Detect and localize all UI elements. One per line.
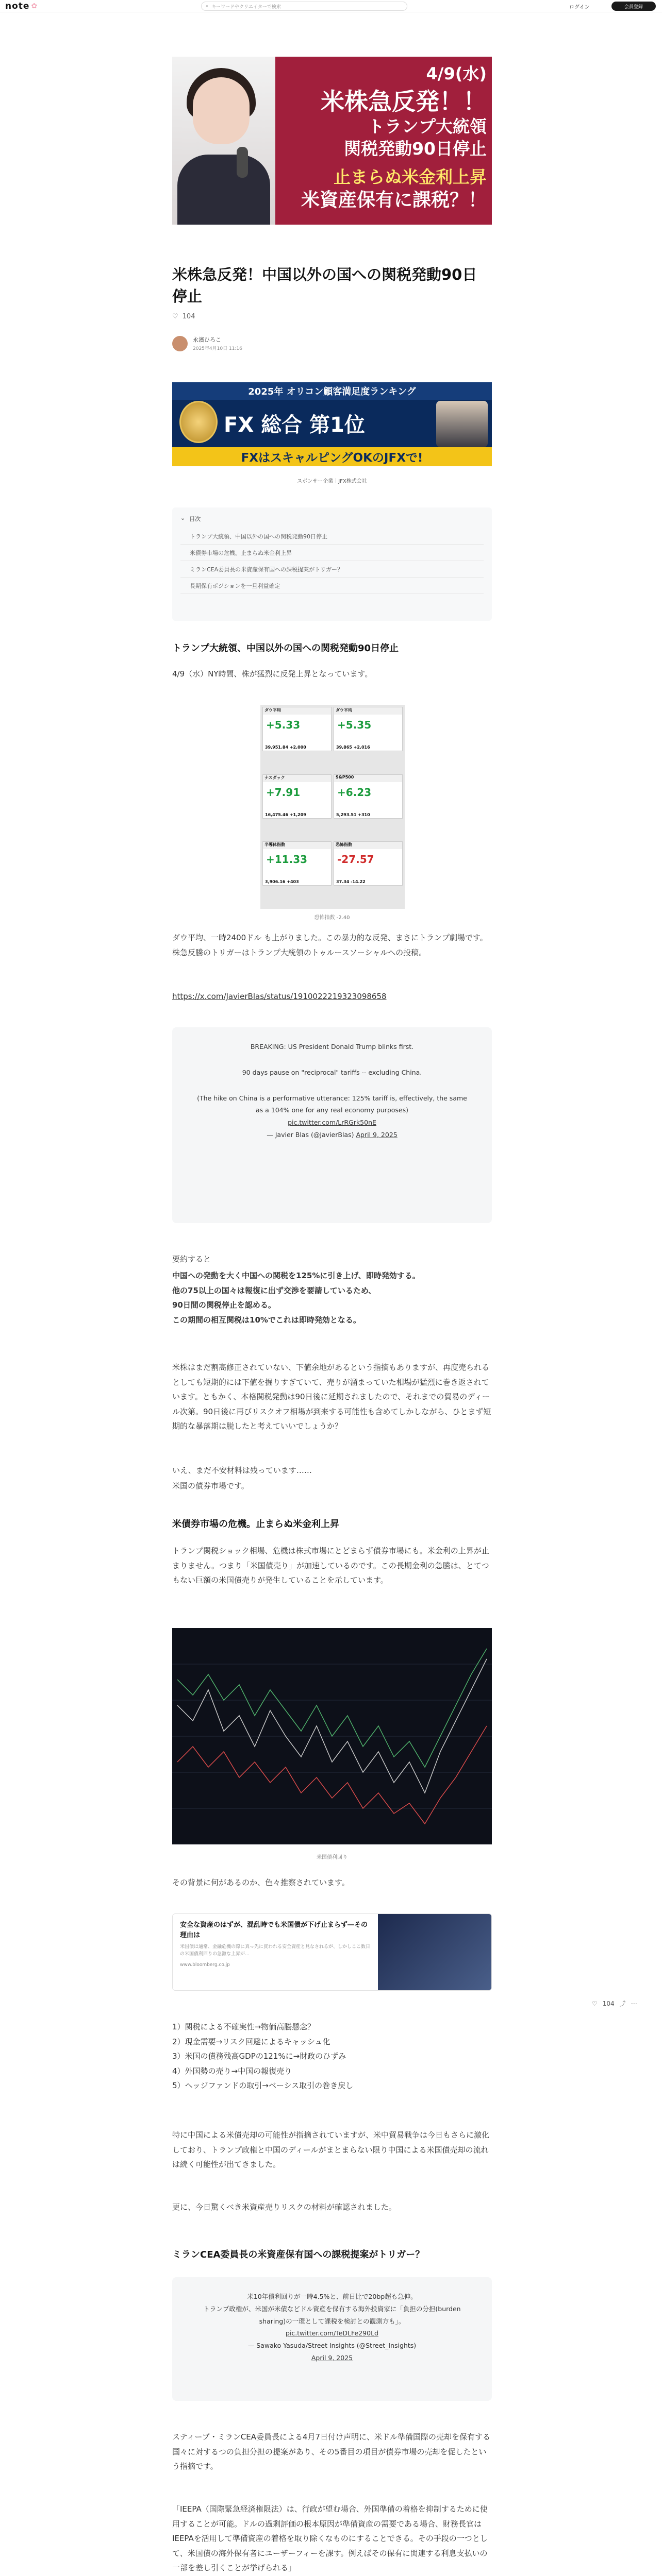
stock-tile [262, 774, 332, 819]
toc-item[interactable]: ミランCEA委員長の米資産保有国への課税提案がトリガー？ [180, 561, 484, 578]
card-title: 安全な資産のはずが、混乱時でも米国債が下げ止まらず―その理由は [180, 1921, 368, 1939]
tweet-date-link[interactable]: April 9, 2025 [356, 1130, 398, 1139]
stock-level: 39,951.84 +2,000 [265, 745, 306, 750]
paragraph: トランプ関税ショック相場、危機は株式市場にとどまらず債券市場にも。米金利の上昇が止まりません。つまり「米国債売り」が加速しているのです。この長期金利の急騰は、とてつもない巨額の米国債売りが発生していることを示しています。 [172, 1546, 489, 1585]
note-logo[interactable] [5, 1, 38, 11]
stock-name: 恐怖指数 [334, 842, 402, 849]
search-icon: ⌕ [206, 4, 209, 9]
sponsor-ad[interactable] [172, 382, 492, 466]
summary-line: この期間の相互関税は10%でこれは即時発効となる。 [172, 1315, 361, 1325]
paragraph: 要約すると [172, 1255, 211, 1264]
reason-item: 4）外国勢の売り→中国の報復売り [172, 2066, 292, 2076]
section-heading-2: 米債券市場の危機。止まらぬ米金利上昇 [172, 1519, 339, 1530]
ad-person-photo [436, 401, 488, 447]
hero-face [193, 77, 250, 144]
paragraph: その背景に何があるのか、色々推察されています。 [172, 1878, 350, 1887]
hero-body [177, 155, 270, 225]
stock-change: +6.23 [337, 786, 372, 799]
stock-level: 16,475.46 +1,209 [265, 812, 306, 817]
paragraph: 米国の債券市場です。 [172, 1481, 249, 1490]
reason-item: 3）米国の債務残高GDPの121%に→財政のひずみ [172, 2052, 346, 2061]
stock-level: 5,293.51 +310 [336, 812, 370, 817]
side-actions [592, 1999, 637, 2008]
stock-tile [334, 707, 403, 751]
author-name[interactable]: 永濱ひろこ [193, 336, 221, 343]
hero-line4: 止まらぬ米金利上昇 [334, 166, 487, 187]
hero-line2: トランプ大統領 [368, 116, 487, 137]
paragraph: いえ、まだ不安材料は残っています…… [172, 1466, 312, 1475]
stock-change: +5.35 [337, 719, 372, 731]
paragraph: 「IEEPA（国際緊急経済権限法）は、行政が望む場合、外国準備の着格を抑制するために使用することが可能。ドルの過剰評価の根本原因が準備資産の需要である場合、財務長官はIEEPAを活用して準備資産の着格を取り除くなものにすることできる。その手段の一つとして、米国債の海外保有者にユーザーフィーを課す。例えばその保有に関連する利息支払いの一部を差し引くことが挙げられる」 [172, 2504, 488, 2572]
tweet-line: (The hike on China is a performative utterance: 125% tariff is, effectively, the same as a 104% one for any real economy purposes) [197, 1094, 467, 1114]
embedded-tweet[interactable] [172, 2277, 492, 2401]
tweet-source: — Sawako Yasuda/Street Insights (@Street_Insights) [247, 2342, 417, 2349]
stock-name: ナスダック [263, 775, 331, 782]
stock-change: -27.57 [337, 853, 374, 866]
search-bar[interactable] [201, 2, 407, 11]
medal-icon [179, 401, 218, 443]
stock-tile [262, 707, 332, 751]
side-like-count: 104 [602, 1999, 615, 2007]
toc-item[interactable]: トランプ大統領、中国以外の国への関税発動90日停止 [180, 528, 484, 545]
publish-date: 2025年4月10日 11:16 [193, 346, 242, 351]
login-link[interactable]: ログイン [569, 5, 590, 10]
stock-name: S&P500 [334, 775, 402, 782]
reason-item: 5）ヘッジファンドの取引→ベーシス取引の巻き戻し [172, 2081, 354, 2090]
tweet-line: 90 days pause on "reciprocal" tariffs -- excluding China. [242, 1068, 422, 1076]
paragraph: スティーブ・ミランCEA委員長による4月7日付け声明に、米ドル準備国際の売却を保有する国々に対するつの負担分担の提案があり、その5番目の項目が債券市場の売却を促したという指摘です。 [172, 2432, 491, 2471]
toc-item[interactable]: 長期保有ポジションを一旦利益確定 [180, 578, 484, 594]
tweet-source: — Javier Blas (@JavierBlas) [267, 1130, 354, 1139]
table-of-contents [172, 507, 492, 621]
reasons-list [172, 2020, 492, 2093]
summary-line: 他の75以上の国々は報復に出ず交渉を要請しているため、 [172, 1285, 376, 1295]
tweet-line: BREAKING: US President Donald Trump blinks first. [250, 1043, 414, 1050]
toc-heading[interactable] [180, 515, 484, 523]
ad-top-text: 2025年 オリコン顧客満足度ランキング [172, 382, 492, 400]
card-thumbnail [378, 1914, 491, 1990]
sponsor-label[interactable]: スポンサー企業｜JFX株式会社 [297, 479, 367, 484]
link-card[interactable] [172, 1913, 492, 1991]
stock-name: 半導体指数 [263, 842, 331, 849]
section-heading-3: ミランCEA委員長の米資産保有国への課税提案がトリガー？ [172, 2249, 425, 2260]
tweet-date-link[interactable]: April 9, 2025 [311, 2353, 353, 2362]
tweet-line: トランプ政権が、米国が米債などドル資産を保有する海外投資家に「負担の分担(burden sharing)の一環として課税を検討との観測方も」。 [203, 2304, 461, 2325]
ad-main-text: FX 総合 第1位 [224, 413, 365, 437]
summary-list [172, 1268, 492, 1327]
card-description: 米国債は通常、金融危機の際に真っ先に買われる安全資産と見なされるが、しかしここ数日の米国債利回りの急激な上昇が... [180, 1944, 371, 1957]
card-url: www.bloomberg.co.jp [180, 1962, 230, 1968]
stock-index-image [260, 705, 405, 909]
paragraph: 特に中国による米債売却の可能性が指摘されていますが、米中貿易戦争は今日もさらに激化しており、トランプ政権と中国のディールがまとまらない限り中国による米国債売却の流れは続く可能性が出てきました。 [172, 2130, 490, 2169]
hero-line5: 米資産保有に課税？！ [301, 189, 487, 211]
ad-bottom-text: FXはスキャルピングOKのJFXで! [172, 447, 492, 466]
stock-tile [262, 841, 332, 886]
logo-text: note [5, 1, 30, 11]
image-caption: 米国債利回り [317, 1855, 347, 1860]
stock-level: 39,865 +2,016 [336, 745, 370, 750]
chevron-down-icon: ⌄ [180, 515, 186, 521]
yield-chart-image [172, 1628, 492, 1844]
stock-change: +7.91 [266, 786, 301, 799]
microphone-icon [237, 147, 248, 178]
paragraph: ダウ平均、一時2400ドル も上がりました。この暴力的な反発、まさにトランプ劇場です。株急反騰のトリガーはトランプ大統領のトゥルースソーシャルへの投稿。 [172, 933, 488, 957]
summary-line: 90日間の関税停止を認める。 [172, 1300, 276, 1310]
top-header [0, 0, 662, 12]
article-title: 米株急反発！中国以外の国への関税発動90日停止 [172, 266, 477, 306]
paragraph: 4/9（水）NY時間、株が猛烈に反発上昇となっています。 [172, 669, 373, 679]
image-caption: 恐怖指数 -2.40 [314, 915, 350, 921]
stock-level: 37.34 -14.22 [336, 879, 366, 885]
hero-image [172, 57, 492, 225]
hero-text [278, 57, 492, 225]
more-icon[interactable]: ⋯ [631, 1999, 637, 2007]
stock-tile [334, 774, 403, 819]
toc-item[interactable]: 米債券市場の危機。止まらぬ米金利上昇 [180, 545, 484, 561]
twitter-link[interactable]: https://x.com/JavierBlas/status/1910022219323098658 [172, 992, 387, 1001]
like-count: 104 [182, 313, 195, 320]
embedded-tweet[interactable] [172, 1027, 492, 1223]
hero-line1: 米株急反発！！ [321, 88, 487, 115]
tweet-pic-link[interactable]: pic.twitter.com/TeDLFe290Ld [286, 2329, 378, 2337]
stock-name: ダウ平均 [263, 707, 331, 715]
yield-chart-svg [172, 1628, 492, 1844]
signup-button[interactable]: 会員登録 [611, 2, 656, 11]
avatar[interactable] [172, 336, 188, 351]
paragraph: 米株はまだ割高修正されていない、下値余地があるという指摘もありますが、再度売られるとしても短期的には下値を掘りすぎていて、売りが溜まっていた相場が猛烈に巻き返されています。ともかく、本格関税発動は90日後に延期されましたので、それまでの貿易のディール次第。90日後に再びリスクオフ相場が到来する可能性も含めてしかしながら、ひとまず短期的な暴落期は脱したと考えていいでしょうか？ [172, 1363, 491, 1431]
share-icon[interactable]: ⤴ [619, 2000, 626, 2007]
stock-name: ダウ平均 [334, 707, 402, 715]
author-row[interactable] [172, 335, 492, 351]
tweet-line: 米10年債利回りが一時4.5%と、前日比で20bp超も急伸。 [247, 2293, 417, 2300]
flower-icon: ✿ [31, 2, 38, 10]
stock-change: +5.33 [266, 719, 301, 731]
hero-photo [172, 57, 275, 225]
reason-item: 1）関税による不確実性→物価高騰懸念？ [172, 2022, 316, 2031]
stock-tile [334, 841, 403, 886]
paragraph: 更に、今日驚くべき米資産売りリスクの材料が確認されました。 [172, 2202, 396, 2212]
hero-line3: 関税発動90日停止 [344, 139, 487, 159]
tweet-pic-link[interactable]: pic.twitter.com/LrRGrk50nE [288, 1118, 376, 1126]
stock-level: 3,906.16 +403 [265, 879, 299, 885]
heart-icon[interactable]: ♡ [172, 313, 178, 320]
like-row [172, 313, 492, 320]
section-heading-1: トランプ大統領、中国以外の国への関税発動90日停止 [172, 643, 399, 654]
search-placeholder: キーワードやクリエイターで検索 [211, 4, 281, 10]
summary-line: 中国への発動を大く中国への関税を125%に引き上げ、即時発効する。 [172, 1271, 420, 1280]
reason-item: 2）現金需要→リスク回避によるキャッシュ化 [172, 2037, 330, 2046]
toc-heading-label: 目次 [189, 516, 201, 522]
stock-change: +11.33 [266, 853, 308, 866]
hero-date: 4/9(水) [426, 64, 487, 83]
heart-icon[interactable]: ♡ [592, 1999, 598, 2007]
